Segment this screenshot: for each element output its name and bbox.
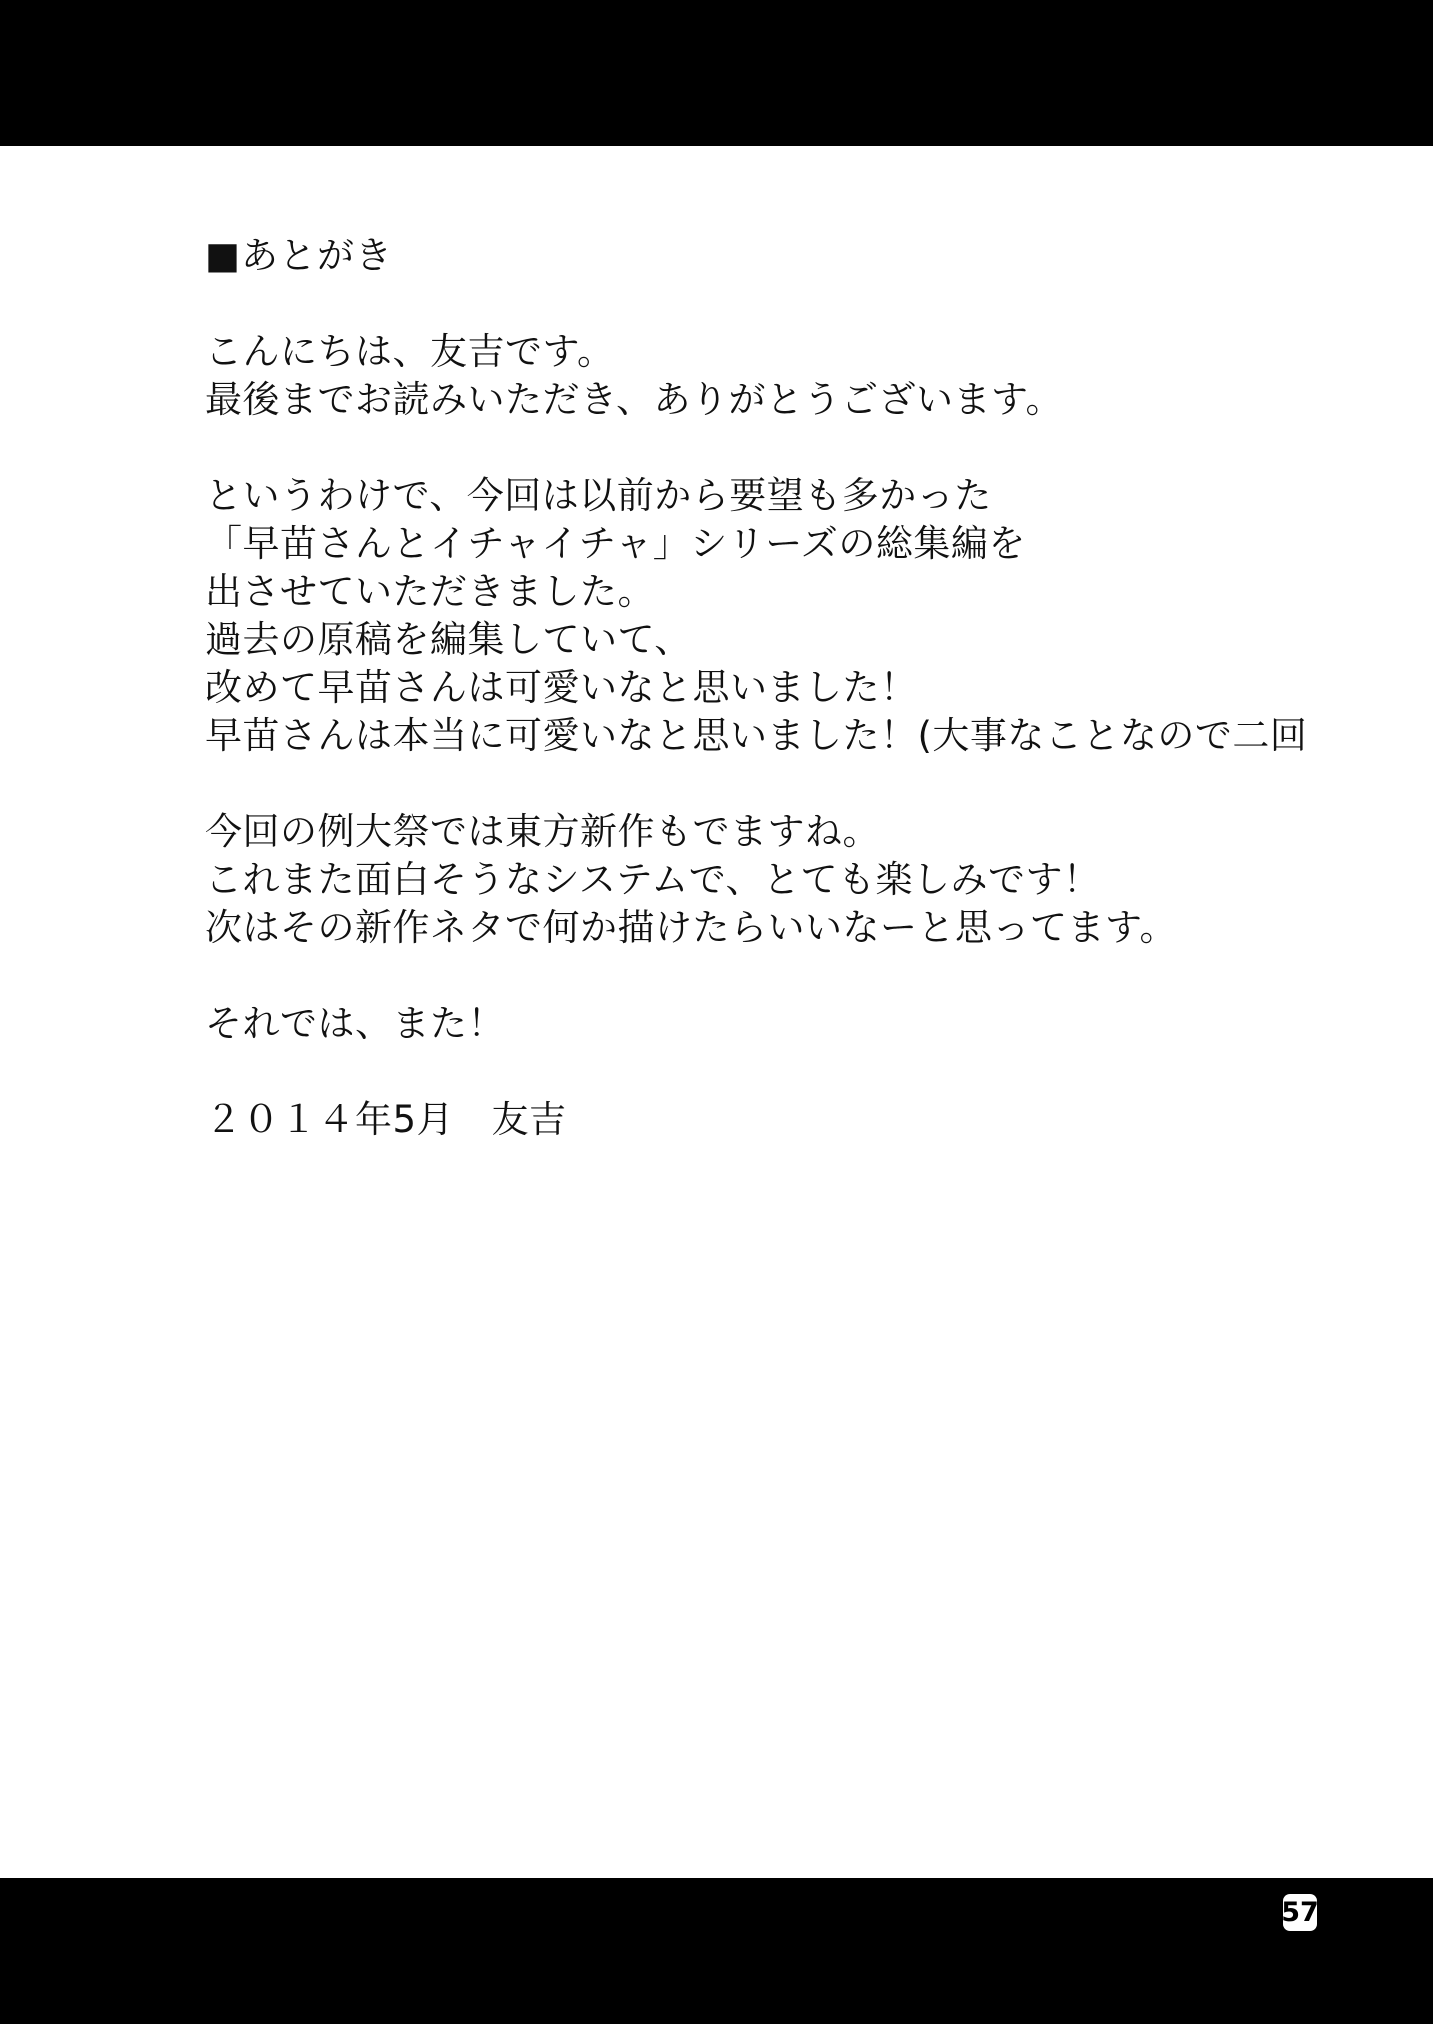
- page-number-badge: 57: [1283, 1894, 1317, 1931]
- text-line: 過去の原稿を編集していて、: [205, 618, 692, 661]
- text-line: それでは、また！: [205, 1002, 505, 1045]
- date-signature: [205, 1096, 1305, 1144]
- text-line: 次はその新作ネタで何か描けたらいいなーと思ってます。: [205, 906, 1178, 949]
- top-black-bar: [0, 0, 1433, 146]
- text-line: ２０１４年5月 友吉: [205, 1098, 567, 1141]
- text-line: 早苗さんは本当に可愛いなと思いました！(大事なことなので二回: [205, 714, 1308, 757]
- text-line: 改めて早苗さんは可愛いなと思いました！: [205, 666, 918, 709]
- news-paragraph: [205, 808, 1305, 952]
- farewell-paragraph: [205, 1000, 1305, 1048]
- text-line: というわけで、今回は以前から要望も多かった: [205, 474, 992, 517]
- text-line: これまた面白そうなシステムで、とても楽しみです！: [205, 858, 1101, 901]
- text-line: こんにちは、友吉です。: [205, 330, 615, 373]
- text-line: 最後までお読みいただき、ありがとうございます。: [205, 378, 1064, 421]
- text-line: 出させていただきました。: [205, 570, 655, 613]
- greeting-paragraph: [205, 328, 1305, 424]
- afterword-title: ■あとがき: [205, 234, 393, 277]
- text-line: 今回の例大祭では東方新作もでますね。: [205, 810, 880, 853]
- main-paragraph: [205, 472, 1308, 760]
- bottom-black-bar: [0, 1878, 1433, 2024]
- afterword-body: [205, 232, 1308, 1192]
- text-line: 「早苗さんとイチャイチャ」シリーズの総集編を: [205, 522, 1026, 565]
